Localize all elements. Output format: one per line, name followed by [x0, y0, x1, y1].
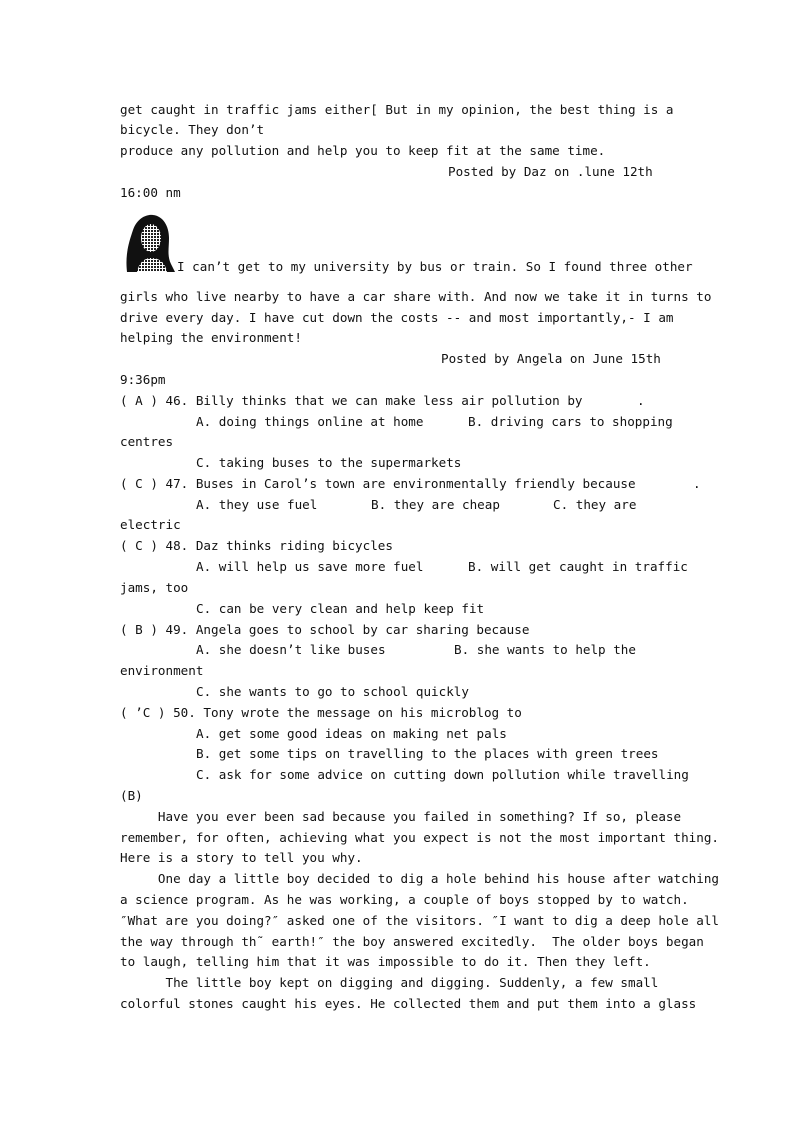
angela-posted-time: 9:36pm — [120, 372, 166, 387]
question-47-option-c: C. they are — [553, 497, 637, 512]
question-49-stem: ( B ) 49. Angela goes to school by car sharing because — [120, 622, 530, 637]
passage-b-line: remember, for often, achieving what you expect is not the most important thing. — [120, 830, 719, 845]
question-46-stem: ( A ) 46. Billy thinks that we can make less air pollution by — [120, 393, 583, 408]
angela-posted-by: Posted by Angela on June 15th — [441, 351, 661, 366]
passage-b-line: the way through th˜ earth!″ the boy answered excitedly. The older boys began — [120, 934, 704, 949]
daz-post-line: get caught in traffic jams either[ But in my opinion, the best thing is a — [120, 102, 674, 117]
question-50-option-b: B. get some tips on travelling to the places with green trees — [196, 746, 659, 761]
question-48-option-b-wrap: jams, too — [120, 580, 189, 595]
question-46-end: . — [637, 393, 645, 408]
question-47-option-b: B. they are cheap — [371, 497, 500, 512]
daz-post-line: produce any pollution and help you to keep fit at the same time. — [120, 143, 606, 158]
user-avatar-photo-icon — [121, 212, 177, 272]
question-49-option-c: C. she wants to go to school quickly — [196, 684, 469, 699]
question-49-option-b: B. she wants to help the — [454, 642, 636, 657]
question-49-option-b-wrap: environment — [120, 663, 204, 678]
question-47-option-c-wrap: electric — [120, 517, 181, 532]
passage-b-line: colorful stones caught his eyes. He collected them and put them into a glass — [120, 996, 697, 1011]
question-48-option-b: B. will get caught in traffic — [468, 559, 688, 574]
question-48-option-a: A. will help us save more fuel — [196, 559, 424, 574]
question-49-option-a: A. she doesn’t like buses — [196, 642, 386, 657]
question-46-option-c: C. taking buses to the supermarkets — [196, 455, 462, 470]
question-50-option-a: A. get some good ideas on making net pals — [196, 726, 507, 741]
daz-posted-time: 16:00 nm — [120, 185, 181, 200]
angela-post-line: girls who live nearby to have a car share with. And now we take it in turns to — [120, 289, 712, 304]
question-46-option-a: A. doing things online at home — [196, 414, 424, 429]
question-47-option-a: A. they use fuel — [196, 497, 318, 512]
daz-posted-by: Posted by Daz on .lune 12th — [448, 164, 653, 179]
question-46-option-b-wrap: centres — [120, 434, 174, 449]
passage-b-line: to laugh, telling him that it was impossible to do it. Then they left. — [120, 954, 651, 969]
question-48-stem: ( C ) 48. Daz thinks riding bicycles — [120, 538, 393, 553]
passage-b-line: Have you ever been sad because you failed in something? If so, please — [120, 809, 682, 824]
passage-b-label: (B) — [120, 788, 143, 803]
daz-post-line: bicycle. They don’t — [120, 122, 265, 137]
question-47-stem: ( C ) 47. Buses in Carol’s town are environmentally friendly because — [120, 476, 636, 491]
passage-b-line: Here is a story to tell you why. — [120, 850, 363, 865]
question-50-option-c: C. ask for some advice on cutting down pollution while travelling — [196, 767, 689, 782]
passage-b-line: The little boy kept on digging and digging. Suddenly, a few small — [120, 975, 659, 990]
angela-post-line: I can’t get to my university by bus or train. So I found three other — [177, 259, 693, 274]
question-50-stem: ( ’C ) 50. Tony wrote the message on his microblog to — [120, 705, 522, 720]
question-48-option-c: C. can be very clean and help keep fit — [196, 601, 485, 616]
passage-b-line: a science program. As he was working, a couple of boys stopped by to watch. — [120, 892, 689, 907]
angela-post-line: helping the environment! — [120, 330, 302, 345]
question-47-end: . — [693, 476, 701, 491]
question-46-option-b: B. driving cars to shopping — [468, 414, 673, 429]
passage-b-line: One day a little boy decided to dig a hole behind his house after watching — [120, 871, 719, 886]
angela-post-line: drive every day. I have cut down the costs -- and most importantly,- I am — [120, 310, 674, 325]
passage-b-line: ″What are you doing?″ asked one of the visitors. ″I want to dig a deep hole all — [120, 913, 719, 928]
